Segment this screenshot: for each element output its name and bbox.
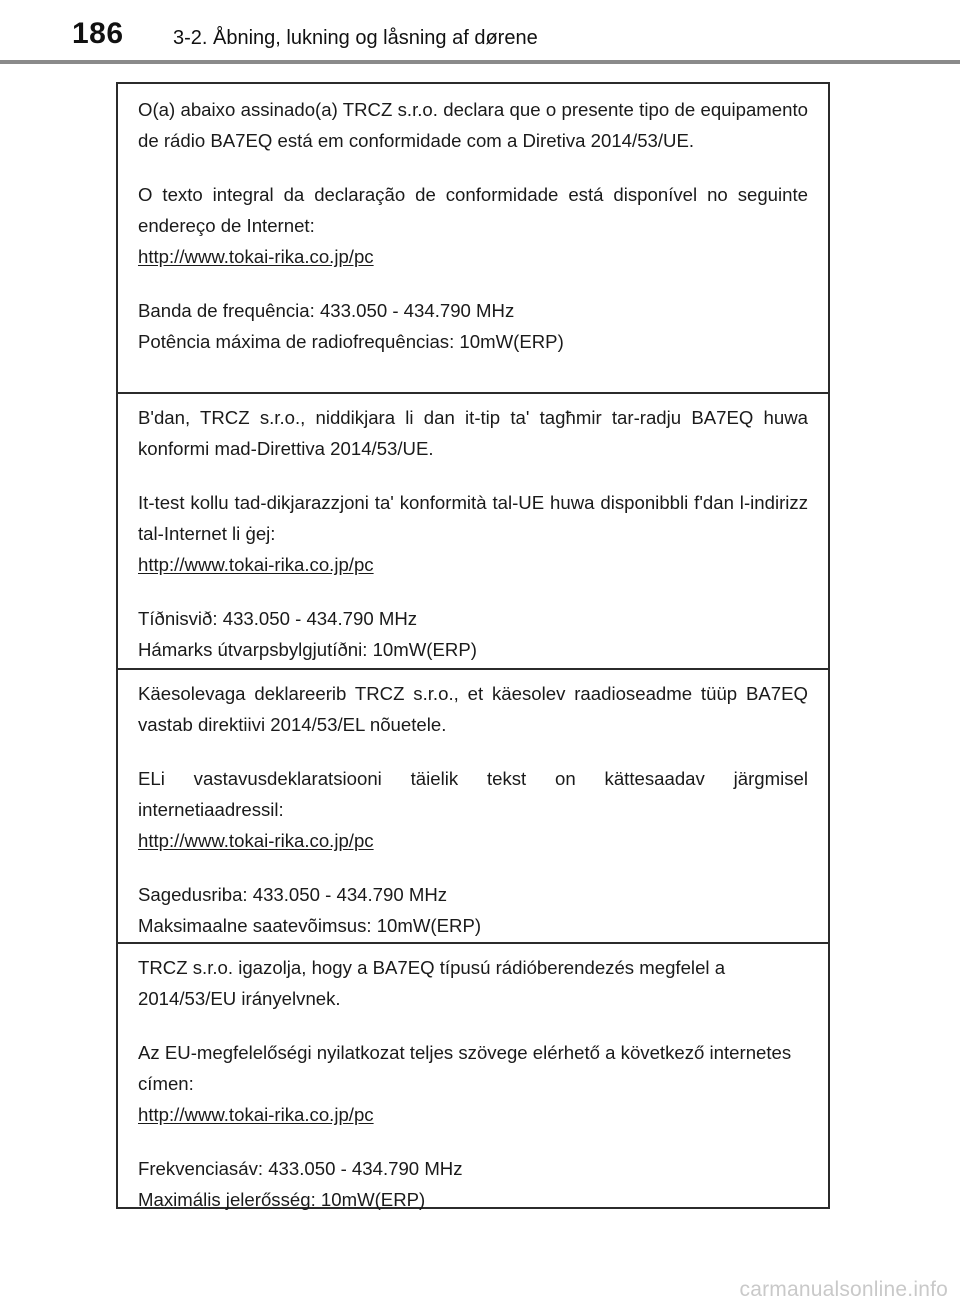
section-title: 3-2. Åbning, lukning og låsning af dørene bbox=[173, 27, 538, 49]
page-number: 186 bbox=[72, 17, 124, 50]
availability-text: It-test kollu tad-dikjarazzjoni ta' konformità tal-UE huwa disponibbli f'dan l-indirizz tal-Internet li ġej: bbox=[138, 492, 808, 544]
declaration-block-maltese bbox=[118, 392, 828, 668]
declaration-statement: O(a) abaixo assinado(a) TRCZ s.r.o. declara que o presente tipo de equipamento de rádio BA7EQ está em conformidade com a Diretiva 2014/53/UE. bbox=[138, 99, 808, 151]
availability-text: O texto integral da declaração de conformidade está disponível no seguinte endereço de Internet: bbox=[138, 184, 808, 236]
page-header bbox=[0, 0, 960, 62]
declaration-table bbox=[116, 82, 830, 1209]
declaration-block-portuguese bbox=[118, 84, 828, 392]
max-power: Maksimaalne saatevõimsus: 10mW(ERP) bbox=[138, 915, 482, 936]
declaration-block-estonian bbox=[118, 668, 828, 942]
frequency-band: Sagedusriba: 433.050 - 434.790 MHz bbox=[138, 884, 448, 905]
site-watermark: carmanualsonline.info bbox=[739, 1278, 948, 1301]
max-power: Maximális jelerősség: 10mW(ERP) bbox=[138, 1189, 426, 1210]
declaration-url-link[interactable]: http://www.tokai-rika.co.jp/pc bbox=[138, 246, 374, 267]
declaration-url-link[interactable]: http://www.tokai-rika.co.jp/pc bbox=[138, 830, 374, 851]
declaration-block-hungarian bbox=[118, 942, 828, 1210]
header-divider bbox=[0, 60, 960, 64]
max-power: Potência máxima de radiofrequências: 10mW(ERP) bbox=[138, 331, 564, 352]
frequency-band: Frekvenciasáv: 433.050 - 434.790 MHz bbox=[138, 1158, 463, 1179]
max-power: Hámarks útvarpsbylgjutíðni: 10mW(ERP) bbox=[138, 639, 477, 660]
frequency-band: Banda de frequência: 433.050 - 434.790 MHz bbox=[138, 300, 515, 321]
availability-text: Az EU-megfelelőségi nyilatkozat teljes szövege elérhető a következő internetes címen: bbox=[138, 1042, 792, 1094]
declaration-url-link[interactable]: http://www.tokai-rika.co.jp/pc bbox=[138, 554, 374, 575]
availability-text: ELi vastavusdeklaratsiooni täielik tekst on kättesaadav järgmisel internetiaadressil: bbox=[138, 768, 808, 820]
declaration-statement: TRCZ s.r.o. igazolja, hogy a BA7EQ típusú rádióberendezés megfelel a 2014/53/EU irányelvnek. bbox=[138, 957, 726, 1009]
declaration-statement: Käesolevaga deklareerib TRCZ s.r.o., et käesolev raadioseadme tüüp BA7EQ vastab direktiivi 2014/53/EL nõuetele. bbox=[138, 683, 808, 735]
frequency-band: Tíðnisvið: 433.050 - 434.790 MHz bbox=[138, 608, 418, 629]
declaration-url-link[interactable]: http://www.tokai-rika.co.jp/pc bbox=[138, 1104, 374, 1125]
declaration-statement: B'dan, TRCZ s.r.o., niddikjara li dan it-tip ta' tagħmir tar-radju BA7EQ huwa konformi mad-Direttiva 2014/53/UE. bbox=[138, 407, 808, 459]
